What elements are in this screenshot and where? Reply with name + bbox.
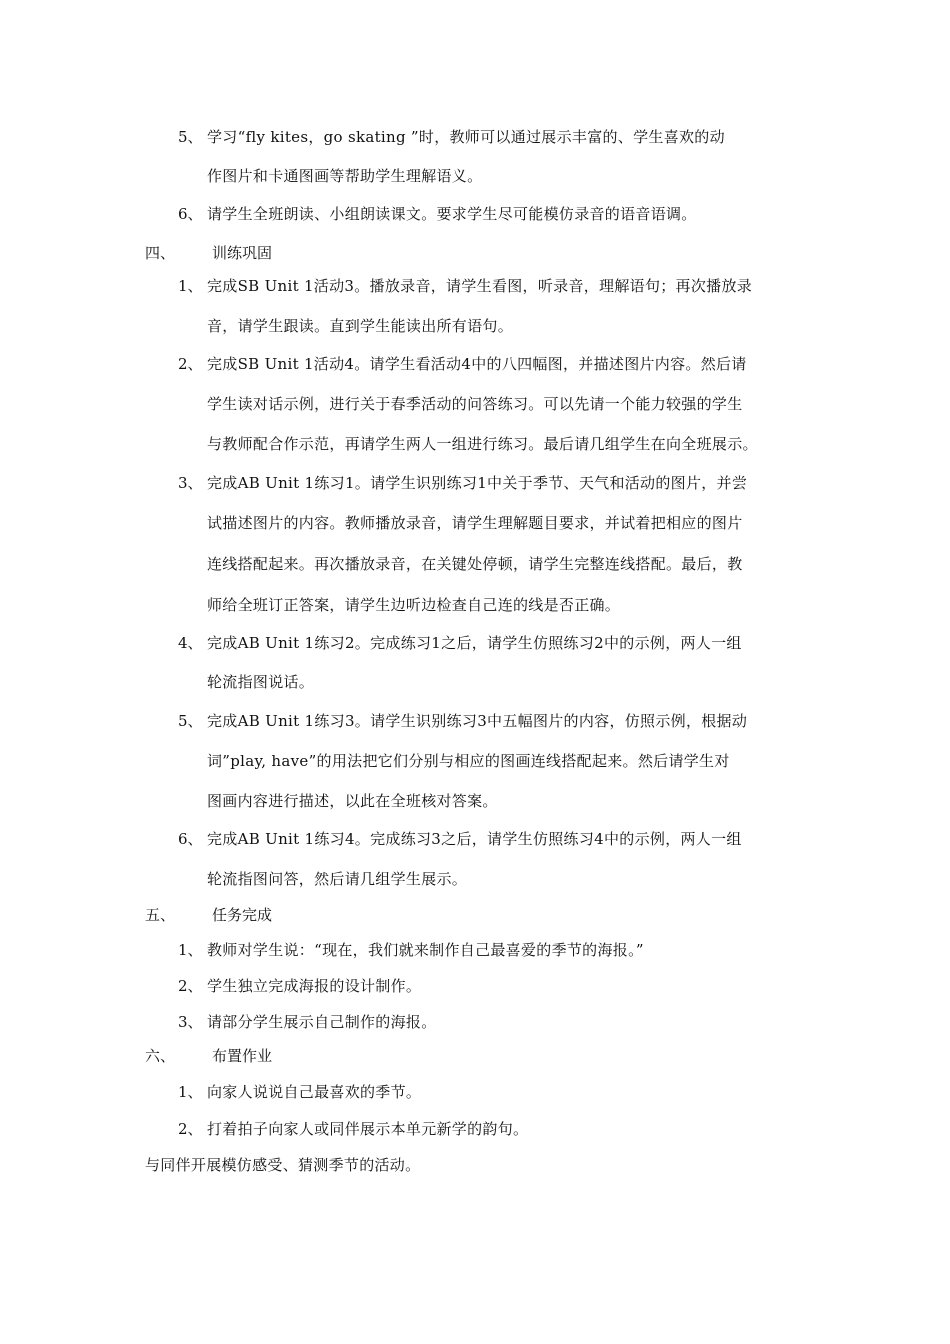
section-number: 四、 <box>145 244 176 262</box>
list-item-number: 4、 <box>178 634 203 652</box>
list-item-number: 2、 <box>178 1120 203 1138</box>
list-item-text: 完成AB Unit 1练习1。请学生识别练习1中关于季节、天气和活动的图片，并尝 <box>207 474 748 492</box>
list-item-text: 学习“fly kites，go skating ”时，教师可以通过展示丰富的、学生喜欢的动 <box>207 128 725 146</box>
list-item-number: 1、 <box>178 941 203 959</box>
list-item-number: 3、 <box>178 474 203 492</box>
list-item-text: 作图片和卡通图画等帮助学生理解语义。 <box>207 167 483 185</box>
list-item-text: 完成AB Unit 1练习4。完成练习3之后，请学生仿照练习4中的示例，两人一组 <box>207 830 742 848</box>
list-item-number: 2、 <box>178 977 203 995</box>
list-item-text: 音，请学生跟读。直到学生能读出所有语句。 <box>207 317 514 335</box>
list-item-number: 5、 <box>178 712 203 730</box>
list-item-text: 完成AB Unit 1练习2。完成练习1之后，请学生仿照练习2中的示例，两人一组 <box>207 634 742 652</box>
list-item-text: 完成SB Unit 1活动3。播放录音，请学生看图，听录音，理解语句；再次播放录 <box>207 277 753 295</box>
section-title: 布置作业 <box>212 1047 273 1065</box>
list-item-text: 图画内容进行描述，以此在全班核对答案。 <box>207 792 498 810</box>
list-item-number: 3、 <box>178 1013 203 1031</box>
list-item-text: 词”play, have”的用法把它们分别与相应的图画连线搭配起来。然后请学生对 <box>207 752 730 770</box>
section-title: 训练巩固 <box>212 244 273 262</box>
list-item-text: 与教师配合作示范，再请学生两人一组进行练习。最后请几组学生在向全班展示。 <box>207 435 758 453</box>
list-item-text: 请部分学生展示自己制作的海报。 <box>207 1013 437 1031</box>
list-item-number: 5、 <box>178 128 203 146</box>
list-item-text: 试描述图片的内容。教师播放录音，请学生理解题目要求，并试着把相应的图片 <box>207 514 743 532</box>
list-item-text: 完成AB Unit 1练习3。请学生识别练习3中五幅图片的内容，仿照示例，根据动 <box>207 712 748 730</box>
list-item-text: 教师对学生说：“现在，我们就来制作自己最喜爱的季节的海报。” <box>207 941 644 959</box>
list-item-number: 1、 <box>178 277 203 295</box>
list-item-text: 轮流指图问答，然后请几组学生展示。 <box>207 870 468 888</box>
section-number: 五、 <box>145 906 176 924</box>
list-item-text: 师给全班订正答案，请学生边听边检查自己连的线是否正确。 <box>207 596 621 614</box>
list-item-text: 完成SB Unit 1活动4。请学生看活动4中的八四幅图，并描述图片内容。然后请 <box>207 355 747 373</box>
list-item-number: 6、 <box>178 830 203 848</box>
paragraph-text: 与同伴开展模仿感受、猜测季节的活动。 <box>145 1156 421 1174</box>
section-number: 六、 <box>145 1047 176 1065</box>
section-title: 任务完成 <box>212 906 273 924</box>
list-item-text: 学生读对话示例，进行关于春季活动的问答练习。可以先请一个能力较强的学生 <box>207 395 743 413</box>
list-item-number: 1、 <box>178 1083 203 1101</box>
list-item-text: 连线搭配起来。再次播放录音，在关键处停顿，请学生完整连线搭配。最后，教 <box>207 555 743 573</box>
list-item-number: 6、 <box>178 205 203 223</box>
list-item-text: 请学生全班朗读、小组朗读课文。要求学生尽可能模仿录音的语音语调。 <box>207 205 697 223</box>
list-item-text: 学生独立完成海报的设计制作。 <box>207 977 422 995</box>
list-item-text: 向家人说说自己最喜欢的季节。 <box>207 1083 422 1101</box>
list-item-number: 2、 <box>178 355 203 373</box>
list-item-text: 打着拍子向家人或同伴展示本单元新学的韵句。 <box>207 1120 529 1138</box>
list-item-text: 轮流指图说话。 <box>207 673 315 691</box>
